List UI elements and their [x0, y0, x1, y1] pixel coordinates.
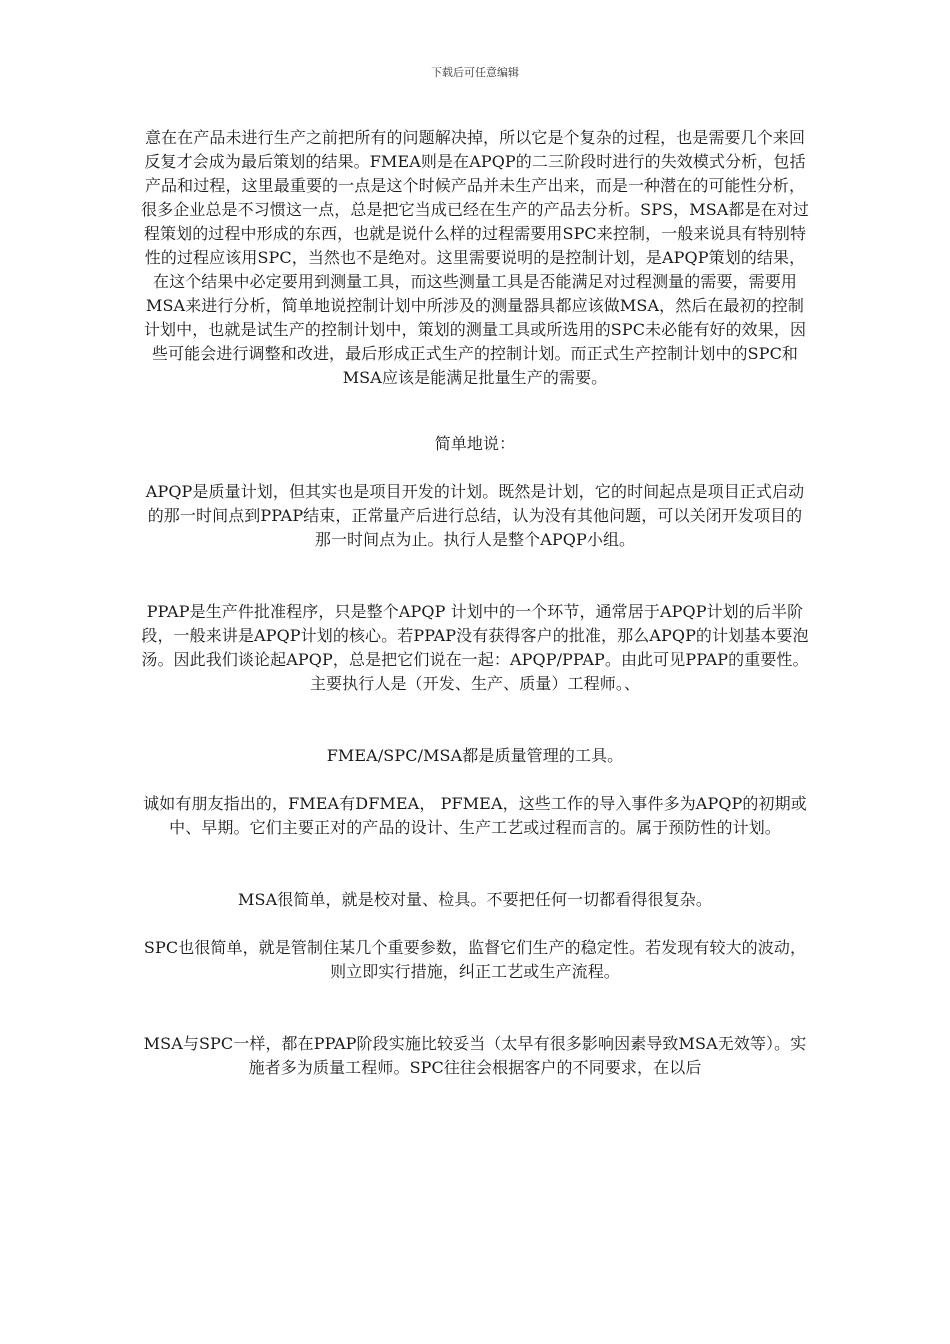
paragraph-apqp: APQP是质量计划，但其实也是项目开发的计划。既然是计划，它的时间起点是项目正式启动的那一时间点到PPAP结束，正常量产后进行总结，认为没有其他问题，可以关闭开发项目的那一时间点为止。执行人是整个APQP小组。 — [145, 482, 805, 549]
paragraph-summary-heading: 简单地说： — [434, 434, 516, 453]
paragraph-spc: SPC也很简单，就是管制住某几个重要参数，监督它们生产的稳定性。若发现有较大的波动，则立即实行措施，纠正工艺或生产流程。 — [143, 938, 807, 981]
paragraph-msa-spc: MSA与SPC一样，都在PPAP阶段实施比较妥当（太早有很多影响因素导致MSA无效等）。实施者多为质量工程师。SPC往往会根据客户的不同要求，在以后 — [143, 1034, 807, 1077]
paragraph-quality-tools: FMEA/SPC/MSA都是质量管理的工具。 — [326, 746, 624, 765]
paragraph-fmea: 诚如有朋友指出的，FMEA有DFMEA， PFMEA，这些工作的导入事件多为APQP的初期或中、早期。它们主要正对的产品的设计、生产工艺或过程而言的。属于预防性的计划。 — [143, 794, 807, 837]
paragraph-msa: MSA很简单，就是校对量、检具。不要把任何一切都看得很复杂。 — [238, 890, 712, 909]
paragraph-apqp-overview: 意在在产品未进行生产之前把所有的问题解决掉，所以它是个复杂的过程，也是需要几个来回反复才会成为最后策划的结果。FMEA则是在APQP的二三阶段时进行的失效模式分析，包括产品和过程，这里最重要的一点是这个时候产品并未生产出来，而是一种潜在的可能性分析，很多企业总是不习惯这一点，总是把它当成已经在生产的产品去分析。SPS，MSA都是在对过程策划的过程中形成的东西，也就是说什么样的过程需要用SPC来控制，一般来说具有特别特性的过程应该用SPC，当然也不是绝对。这里需要说明的是控制计划，是APQP策划的结果，在这个结果中必定要用到测量工具，而这些测量工具是否能满足对过程测量的需要，需要用MSA来进行分析，简单地说控制计划中所涉及的测量器具都应该做MSA，然后在最初的控制计划中，也就是试生产的控制计划中，策划的测量工具或所选用的SPC未必能有好的效果，因些可能会进行调整和改进，最后形成正式生产的控制计划。而正式生产控制计划中的SPC和MSA应该是能满足批量生产的需要。 — [141, 128, 809, 387]
page-header: 下载后可任意编辑 — [431, 66, 519, 79]
paragraph-ppap: PPAP是生产件批准程序，只是整个APQP 计划中的一个环节，通常居于APQP计划的后半阶段，一般来讲是APQP计划的核心。若PPAP没有获得客户的批准，那么APQP的计划基本要泡汤。因此我们谈论起APQP，总是把它们说在一起：APQP/PPAP。由此可见PPAP的重要性。主要执行人是（开发、生产、质量）工程师。、 — [141, 602, 809, 693]
document-body — [140, 126, 810, 1080]
